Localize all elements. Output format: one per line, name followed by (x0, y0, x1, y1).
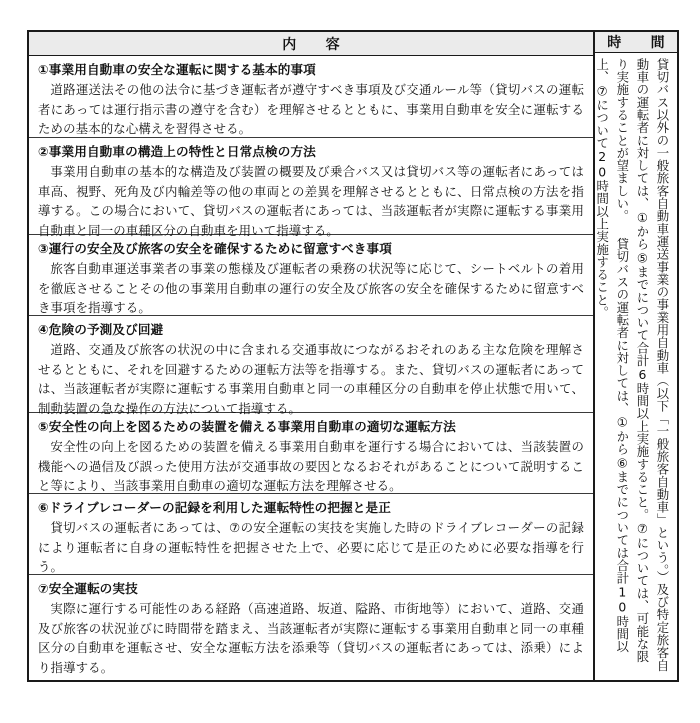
row-body-text: 道路、交通及び旅客の状況の中に含まれる交通事故につながるおそれのある主な危険を理解させるとともに、それを回避するための運転方法等を指導する。また、貸切バスの運転者にあっては、当該運転者が実際に運転する事業用自動車と同一の車種区分の自動車を停止状態で用いて、制動装置の急な操作の方法について指導する。 (38, 342, 584, 416)
row-body-text: 貸切バスの運転者にあっては、⑦の安全運転の実技を実施した時のドライブレコーダーの記録により運転者に自身の運転特性を把握させた上で、必要に応じて是正のために必要な指導を行う。 (38, 520, 584, 575)
time-cell (595, 53, 677, 680)
row-heading: ③運行の安全及び旅客の安全を確保するために留意すべき事項 (38, 241, 392, 256)
row-body-text: 旅客自動車運送事業者の事業の態様及び運転者の乗務の状況等に応じて、シートベルトの着用を徹底させることその他の事業用自動車の運行の安全及び旅客の安全を確保するために留意すべき事項を指導する。 (38, 261, 584, 316)
row-heading: ①事業用自動車の安全な運転に関する基本的事項 (38, 62, 316, 77)
table-row (29, 413, 593, 494)
table-row (29, 56, 593, 138)
instruction-table (27, 30, 679, 682)
table-row (29, 494, 593, 575)
row-heading: ⑤安全性の向上を図るための装置を備える事業用自動車の適切な運転方法 (38, 419, 456, 434)
content-column-header: 内 容 (29, 32, 593, 56)
content-column (29, 32, 595, 680)
row-heading: ⑦安全運転の実技 (38, 581, 138, 596)
time-column-header: 時 間 (595, 32, 677, 53)
row-heading: ④危険の予測及び回避 (38, 322, 164, 337)
table-row (29, 235, 593, 316)
row-body-text: 安全性の向上を図るための装置を備える事業用自動車を運行する場合においては、当該装置の機能への過信及び誤った使用方法が交通事故の要因となるおそれがあることについて説明すること等により、当該事業用自動車の適切な運転方法を理解させる。 (38, 439, 584, 494)
row-body-text: 事業用自動車の基本的な構造及び装置の概要及び乗合バス又は貸切バス等の運転者にあっては車高、視野、死角及び内輪差等の他の車両との差異を理解させるとともに、日常点検の方法を指導する。この場合において、貸切バスの運転者にあっては、当該運転者が実際に運転する事業用自動車と同一の車種区分の自動車を用いて指導する。 (38, 164, 584, 238)
table-row (29, 316, 593, 416)
time-requirement-text: 貸切バス以外の一般旅客自動車運送事業の事業用自動車（以下「一般旅客自動車」という。）及び特定旅客自動車の運転者に対しては、①から⑤までについて合計6時間以上実施すること。⑦については、可能な限り実施することが望ましい。 貸切バスの運転者に対しては、①から⑥までについては合計10時間以上、⑦について20時間以上実施すること。 (595, 58, 670, 672)
table-row (29, 138, 593, 238)
time-column (595, 32, 677, 680)
row-heading: ⑥ドライブレコーダーの記録を利用した運転特性の把握と是正 (38, 500, 391, 515)
content-rows (29, 56, 593, 680)
table-row (29, 575, 593, 675)
row-body-text: 道路運送法その他の法令に基づき運転者が遵守すべき事項及び交通ルール等（貸切バスの運転者にあっては運行指示書の遵守を含む）を理解させるとともに、事業用自動車を安全に運転するための基本的な心構えを習得させる。 (38, 82, 584, 137)
row-body-text: 実際に運行する可能性のある経路（高速道路、坂道、隘路、市街地等）において、道路、交通及び旅客の状況並びに時間帯を踏まえ、当該運転者が実際に運転する事業用自動車と同一の車種区分の自動車を運転させ、安全な運転方法を添乗等（貸切バスの運転者にあっては、添乗）により指導する。 (38, 601, 584, 675)
row-heading: ②事業用自動車の構造上の特性と日常点検の方法 (38, 144, 316, 159)
